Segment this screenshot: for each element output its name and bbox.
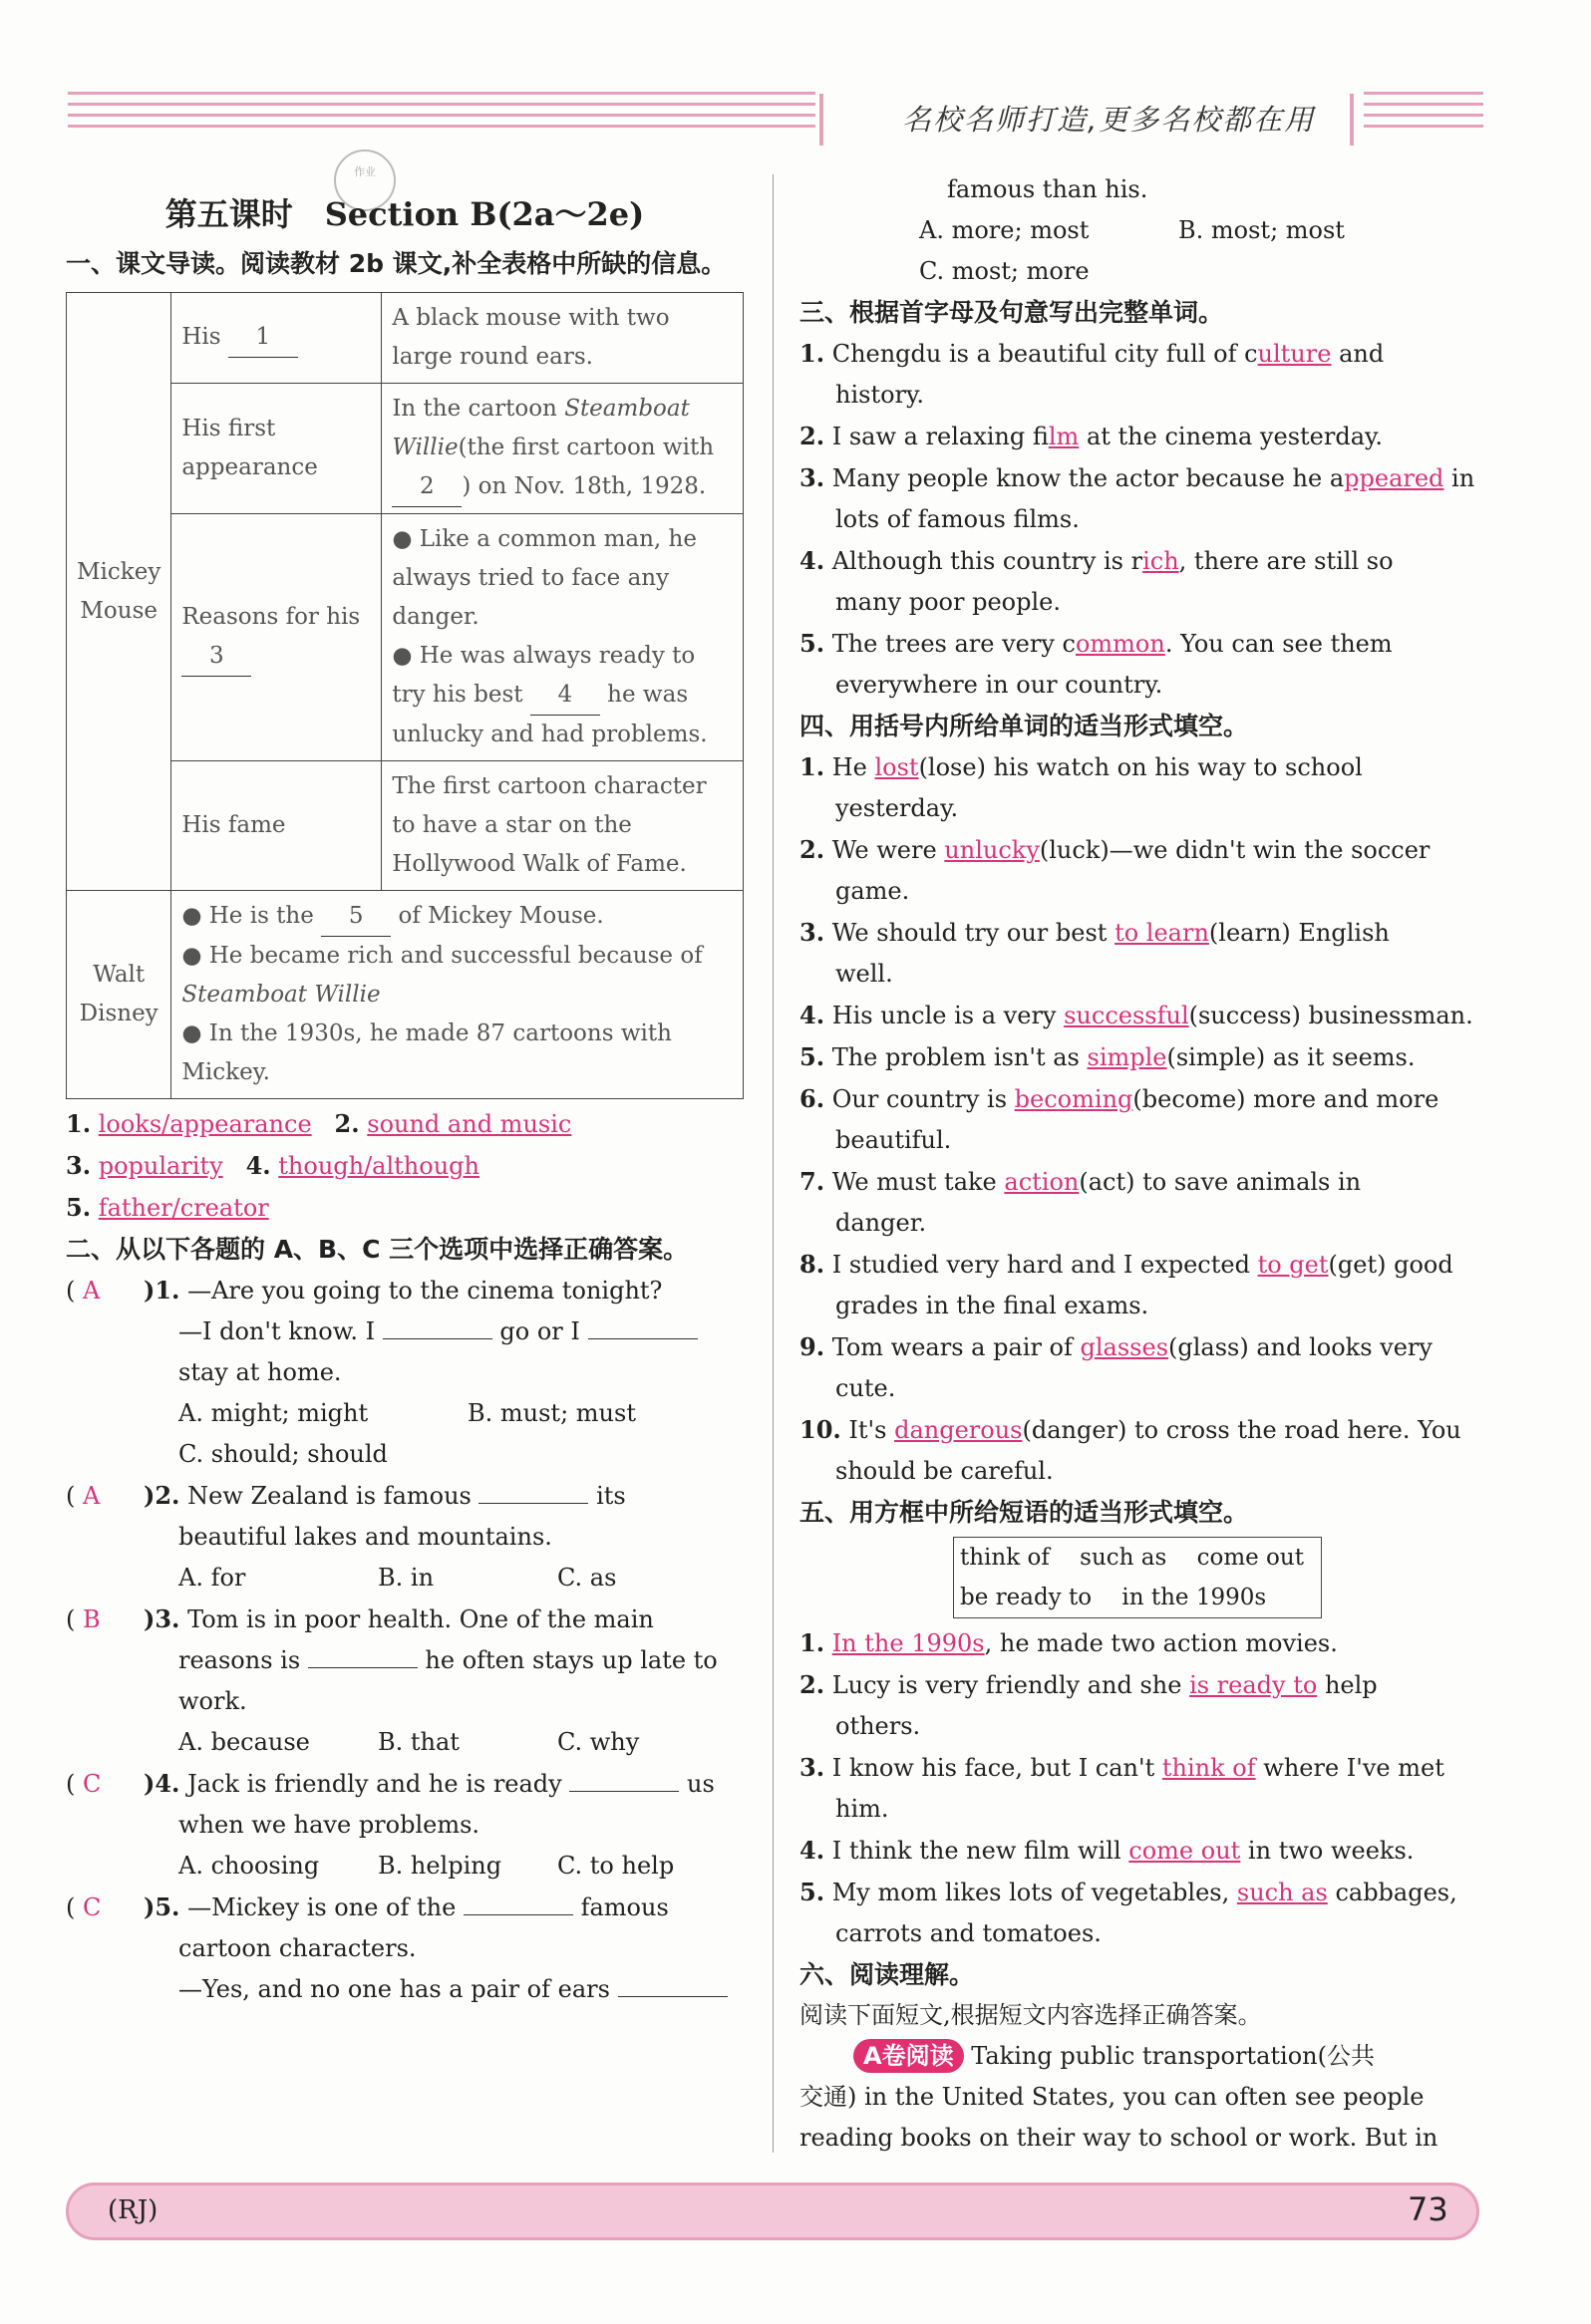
header-lines-right [1364,92,1483,144]
answer-fill[interactable]: successful [1064,1002,1189,1029]
cell-walt: Walt Disney [67,891,171,1099]
phrase-box: think of such as come out be ready to in the 1990s [953,1537,1322,1618]
list-item: 5. My mom likes lots of vegetables, such as cabbages, carrots and tomatoes. [799,1878,1457,1947]
list-item: 4. I think the new film will come out in two weeks. [799,1836,1415,1865]
answer-fill[interactable]: lost [874,753,919,781]
list-item: 2. Lucy is very friendly and she is ready to help others. [799,1670,1378,1740]
header-bar-left [819,94,823,145]
answer-fill[interactable]: In the 1990s [831,1629,985,1657]
section6-title: 六、阅读理解。 [799,1960,975,1989]
answer-fill[interactable]: ppeared [1344,464,1444,492]
list-item: 5. The problem isn't as simple(simple) as it seems. [799,1042,1416,1071]
answer-fill[interactable]: such as [1236,1879,1328,1906]
cell-first-appearance: His first appearance [171,384,382,514]
reading-line-3: reading books on their way to school or work. But in [799,2124,1438,2152]
lesson-title: 第五课时 Section B(2a～2e) [164,195,645,233]
answer-fill[interactable]: is ready to [1189,1671,1318,1699]
mc-question-2: ( A )2. New Zealand is famous its beautiful lakes and mountains. A. for B. in C. as [66,1481,626,1592]
blank-1[interactable]: 1 [228,318,298,358]
right-column [799,169,1479,2159]
answer-fill[interactable]: simple [1087,1043,1167,1071]
mc-q5-option-c: C. most; more [919,257,1090,285]
reading-badge: A卷阅读 [853,2039,964,2073]
cell-fame: His fame [171,761,382,891]
list-item: 9. Tom wears a pair of glasses(glass) and looks very cute. [799,1332,1432,1402]
answer-fill[interactable]: ich [1142,547,1179,575]
mc-question-4: ( C )4. Jack is friendly and he is ready us when we have problems. A. choosing B. helping C. to help [66,1769,715,1880]
cell-reasons-content: ● Like a common man, he always tried to face any danger. ● He was always ready to try his best 4 he was unlucky and had problems. [382,514,744,761]
header-bar-right [1350,94,1354,145]
answer-fill[interactable]: dangerous [894,1416,1023,1444]
list-item: 5. The trees are very common. You can see them everywhere in our country. [799,629,1393,699]
answer-fill[interactable]: glasses [1080,1333,1169,1361]
answer-fill[interactable]: becoming [1014,1085,1133,1113]
list-item: 4. Although this country is rich, there are still so many poor people. [799,546,1394,616]
stamp-logo: 作业 [334,149,396,211]
section1-title: 一、课文导读。阅读教材 2b 课文,补全表格中所缺的信息。 [66,249,727,278]
list-item: 8. I studied very hard and I expected to get(get) good grades in the final exams. [799,1250,1453,1319]
list-item: 4. His uncle is a very successful(success) businessman. [799,1001,1473,1029]
cell-looks-content: A black mouse with two large round ears. [382,293,744,384]
section4-title: 四、用括号内所给单词的适当形式填空。 [799,712,1249,740]
blank-5[interactable]: 5 [321,897,391,937]
section5-title: 五、用方框中所给短语的适当形式填空。 [799,1498,1249,1527]
answer-fill[interactable]: action [1004,1168,1080,1196]
answer-fill[interactable]: unlucky [944,836,1040,864]
list-item: 3. I know his face, but I can't think of where I've met him. [799,1753,1444,1823]
answer-fill[interactable]: ommon [1075,630,1165,658]
mc-question-3: ( B )3. Tom is in poor health. One of the main reasons is he often stays up late to work. A. because B. that C. why [66,1604,718,1756]
list-item: 1. He lost(lose) his watch on his way to school yesterday. [799,752,1363,822]
section3-title: 三、根据首字母及句意写出完整单词。 [799,298,1224,327]
cell-his: His 1 [171,293,382,384]
column-divider [773,174,774,2153]
list-item: 3. Many people know the actor because he appeared in lots of famous films. [799,463,1475,533]
list-item: 2. I saw a relaxing film at the cinema yesterday. [799,422,1383,450]
answer-fill[interactable]: think of [1161,1754,1256,1782]
section5-list [799,1622,1479,1954]
list-item: 6. Our country is becoming(become) more and more beautiful. [799,1084,1439,1154]
section3-list [799,333,1479,706]
reading-line-2: 交通) in the United States, you can often see people [799,2083,1425,2111]
answer-fill[interactable]: ilm [1048,423,1080,450]
mc-question-1: ( A )1. —Are you going to the cinema tonight? —I don't know. I go or I stay at home. A. might; might B. must; must C. should; should [66,1270,744,1475]
blank-2[interactable]: 2 [392,467,462,507]
section4-list [799,746,1479,1492]
list-item: 1. Chengdu is a beautiful city full of culture and history. [799,339,1385,409]
mc-q5-continued: famous than his. [947,175,1148,203]
header-lines-left [68,92,815,144]
section2-title: 二、从以下各题的 A、B、C 三个选项中选择正确答案。 [66,1235,689,1264]
blank-4[interactable]: 4 [530,676,600,716]
list-item: 10. It's dangerous(danger) to cross the road here. You should be careful. [799,1415,1461,1485]
cell-appearance-content: In the cartoon Steamboat Willie(the first cartoon with 2 ) on Nov. 18th, 1928. [382,384,744,514]
reading-line-1: A卷阅读 Taking public transportation(公共 [799,2036,1479,2077]
answer-fill[interactable]: come out [1128,1837,1241,1865]
footer-edition: (RJ) [108,2195,159,2225]
list-item: 2. We were unlucky(luck)—we didn't win the soccer game. [799,835,1431,905]
page-number: 73 [1408,2190,1448,2228]
mc-q5-options: A. more; most B. most; most [919,216,1345,244]
left-column [66,169,744,2010]
answer-fill[interactable]: ulture [1257,340,1332,368]
cell-reasons: Reasons for his 3 [171,514,382,761]
cell-mickey: Mickey Mouse [67,293,171,891]
footer-bar [66,2182,1479,2240]
answer-fill[interactable]: to get [1257,1251,1329,1279]
sec1-answers: 1. looks/appearance 2. sound and music 3. popularity 4. though/although 5. father/creator [66,1109,572,1222]
info-table [66,292,744,1099]
cell-fame-content: The first cartoon character to have a star on the Hollywood Walk of Fame. [382,761,744,891]
header-slogan: 名校名师打造,更多名校都在用 [902,103,1316,137]
list-item: 7. We must take action(act) to save animals in danger. [799,1167,1362,1237]
cell-walt-content: ● He is the 5 of Mickey Mouse. ● He became rich and successful because of Steamboat Willie ● In the 1930s, he made 87 cartoons with Mickey. [171,891,744,1099]
list-item: 1. In the 1990s, he made two action movies. [799,1628,1338,1657]
mc-question-5: ( C )5. —Mickey is one of the famous cartoon characters. —Yes, and no one has a pair of ears [66,1887,744,2010]
list-item: 3. We should try our best to learn(learn) English well. [799,918,1390,988]
answer-fill[interactable]: to learn [1114,919,1209,947]
blank-3[interactable]: 3 [181,637,251,677]
section6-instructions: 阅读下面短文,根据短文内容选择正确答案。 [799,2001,1262,2029]
